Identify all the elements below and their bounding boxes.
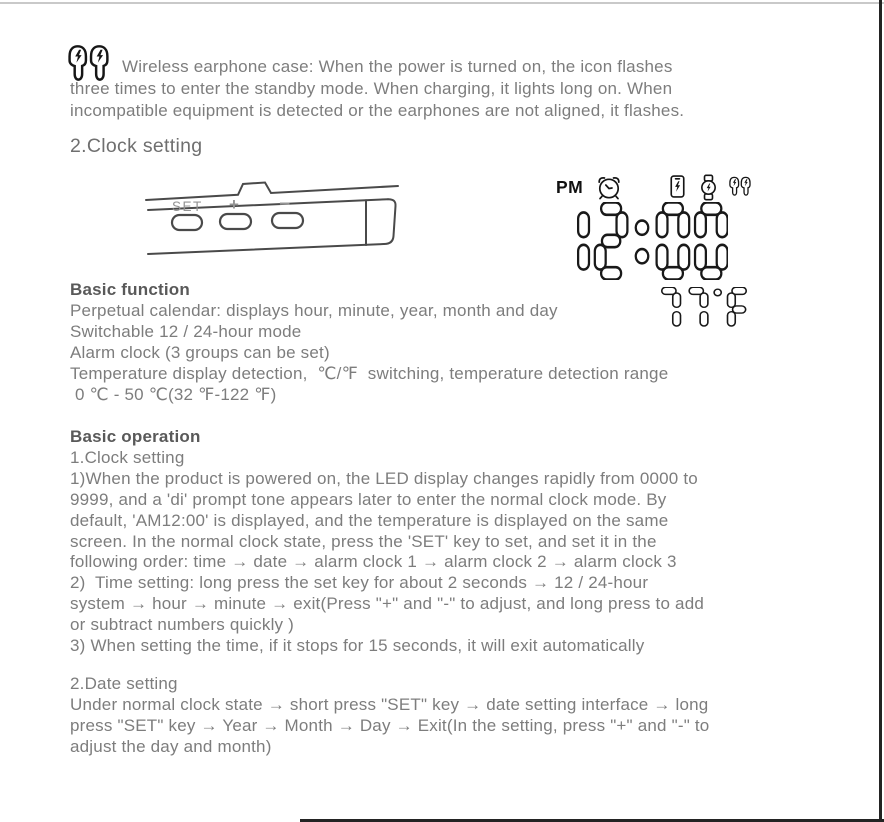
earbuds-status-icon	[728, 176, 753, 197]
intro-line-2: three times to enter the standby mode. When charging, it lights long on. When	[70, 79, 673, 98]
basic-function-line: Alarm clock (3 groups can be set)	[70, 342, 330, 362]
basic-operation-heading: Basic operation	[70, 427, 201, 446]
temperature-display	[657, 287, 751, 337]
minus-button	[272, 213, 303, 228]
time-display	[556, 202, 728, 285]
phone-charging-icon	[669, 174, 686, 199]
basic-function-heading: Basic function	[70, 280, 190, 299]
basic-function-section	[70, 280, 668, 405]
basic-operation-line: 1)When the product is powered on, the LED display changes rapidly from 0000 to	[70, 468, 698, 488]
basic-operation-section	[70, 427, 704, 657]
clock-setting-heading: 2.Clock setting	[70, 135, 203, 157]
right-page-edge	[879, 0, 882, 822]
intro-line-1: Wireless earphone case: When the power is turned on, the icon flashes	[122, 57, 673, 76]
basic-operation-line: 9999, and a 'di' prompt tone appears later to enter the normal clock mode. By	[70, 489, 667, 509]
top-divider	[0, 2, 884, 4]
plus-button-label: +	[229, 195, 239, 214]
basic-function-line: Perpetual calendar: displays hour, minute, year, month and day	[70, 300, 558, 320]
intro-paragraph	[70, 56, 770, 122]
basic-operation-line: or subtract numbers quickly )	[70, 615, 295, 635]
set-button	[172, 215, 202, 230]
date-setting-line: adjust the day and month)	[70, 736, 272, 756]
led-status-row	[556, 174, 753, 201]
basic-function-line: Switchable 12 / 24-hour mode	[70, 321, 302, 341]
minus-button-label: −	[279, 194, 291, 215]
date-setting-line: Under normal clock state → short press "SET" key → date setting interface → long	[70, 694, 709, 714]
date-setting-section	[70, 674, 709, 758]
basic-operation-line: default, 'AM12:00' is displayed, and the temperature is displayed on the same	[70, 510, 669, 530]
alarm-clock-icon	[596, 174, 622, 201]
basic-function-line: Temperature display detection, ℃/℉ switching, temperature detection range	[70, 363, 669, 383]
basic-operation-line: system → hour → minute → exit(Press "+" and "-" to adjust, and long press to add	[70, 594, 705, 614]
date-setting-line: press "SET" key → Year → Month → Day → Exit(In the setting, press "+" and "-" to	[70, 715, 710, 735]
basic-operation-line: 1.Clock setting	[70, 447, 185, 467]
device-back-edge	[146, 183, 398, 201]
basic-function-line: 0 ℃ - 50 ℃(32 ℉-122 ℉)	[70, 384, 277, 404]
basic-operation-line: following order: time → date → alarm clock 1 → alarm clock 2 → alarm clock 3	[70, 552, 677, 572]
basic-operation-line: 3) When setting the time, if it stops for 15 seconds, it will exit automatically	[70, 636, 645, 656]
device-front-bottom-edge	[148, 244, 384, 254]
device-diagram	[138, 174, 438, 262]
basic-operation-line: 2) Time setting: long press the set key for about 2 seconds → 12 / 24-hour	[70, 573, 649, 593]
pm-indicator: PM	[556, 177, 584, 197]
basic-operation-line: screen. In the normal clock state, press the 'SET' key to set, and set it in the	[70, 531, 657, 551]
watch-charging-icon	[699, 174, 718, 201]
date-setting-heading: 2.Date setting	[70, 674, 178, 693]
plus-button	[220, 214, 251, 229]
set-button-label: SET	[172, 199, 203, 214]
intro-line-3: incompatible equipment is detected or the earphones are not aligned, it flashes.	[70, 101, 685, 120]
device-right-cap	[384, 199, 396, 244]
